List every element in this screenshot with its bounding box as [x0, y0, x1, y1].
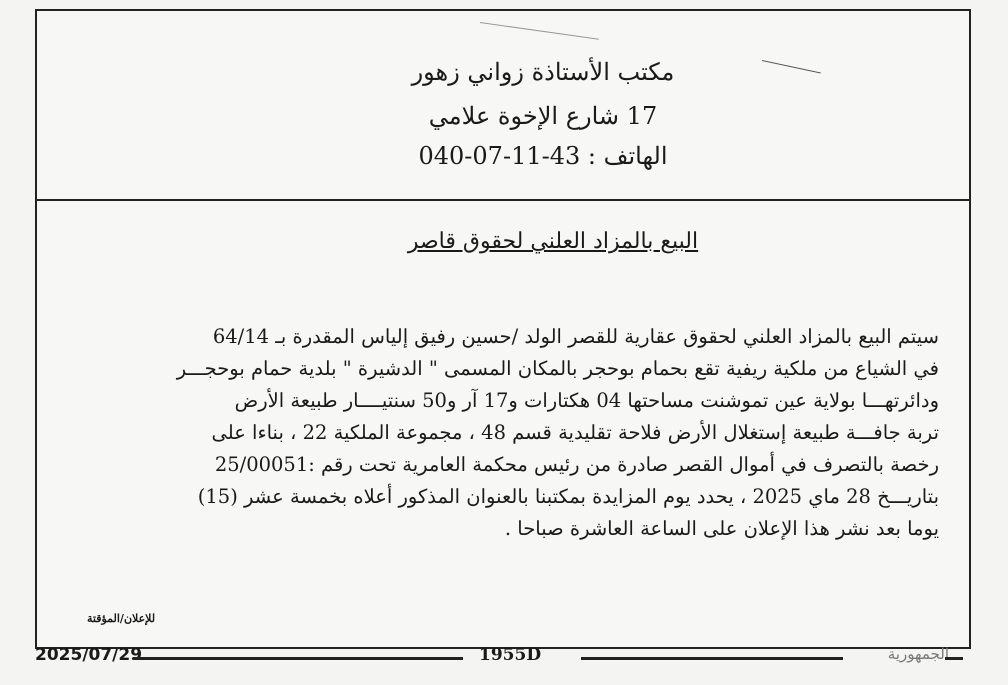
ad-label: للإعلان/المؤقتة: [87, 612, 156, 625]
notice-box: [35, 9, 971, 649]
body-line: يوما بعد نشر هذا الإعلان على الساعة العاشرة صباحا .: [504, 517, 939, 540]
body-line: ودائرتهـــا بولاية عين تموشنت مساحتها 04 هكتارات و17 آر و50 سنتيــــار طبيعة الأرض: [234, 389, 939, 412]
footer-rule-left: [133, 657, 463, 660]
notice-title: البيع بالمزاد العلني لحقوق قاصر: [407, 229, 699, 254]
notice-body: [102, 321, 939, 545]
body-line: بتاريـــخ 28 ماي 2025 ، يحدد يوم المزايدة بمكتبنا بالعنوان المذكور أعلاه بخمسة عشر (15): [197, 485, 939, 508]
body-line: رخصة بالتصرف في أموال القصر صادرة من رئيس محكمة العامرية تحت رقم :25/00051: [214, 453, 939, 476]
header-divider: [37, 199, 969, 201]
body-line: في الشياع من ملكية ريفية تقع بحمام بوحجر بالمكان المسمى " الدشيرة " بلدية حمام بوحجـــر: [176, 357, 939, 380]
footer-rule-end: [945, 657, 963, 660]
newspaper-brand: الجمهورية: [887, 645, 949, 663]
office-name: مكتب الأستاذة زواني زهور: [411, 58, 675, 86]
footer-bar: [33, 645, 977, 675]
notice-header: [37, 11, 969, 199]
office-address: 17 شارع الإخوة علامي: [428, 102, 658, 130]
body-line: تربة جافـــة طبيعة إستغلال الأرض فلاحة تقليدية قسم 48 ، مجموعة الملكية 22 ، بناءا على: [211, 421, 939, 444]
office-phone: الهاتف : 43-11-07-040: [418, 142, 668, 170]
ad-code: 1955D: [479, 645, 542, 665]
publication-date: 2025/07/29: [35, 645, 143, 665]
footer-rule-right: [581, 657, 843, 660]
body-line: سيتم البيع بالمزاد العلني لحقوق عقارية للقصر الولد /حسين رفيق إلياس المقدرة بـ 64/14: [212, 325, 939, 348]
